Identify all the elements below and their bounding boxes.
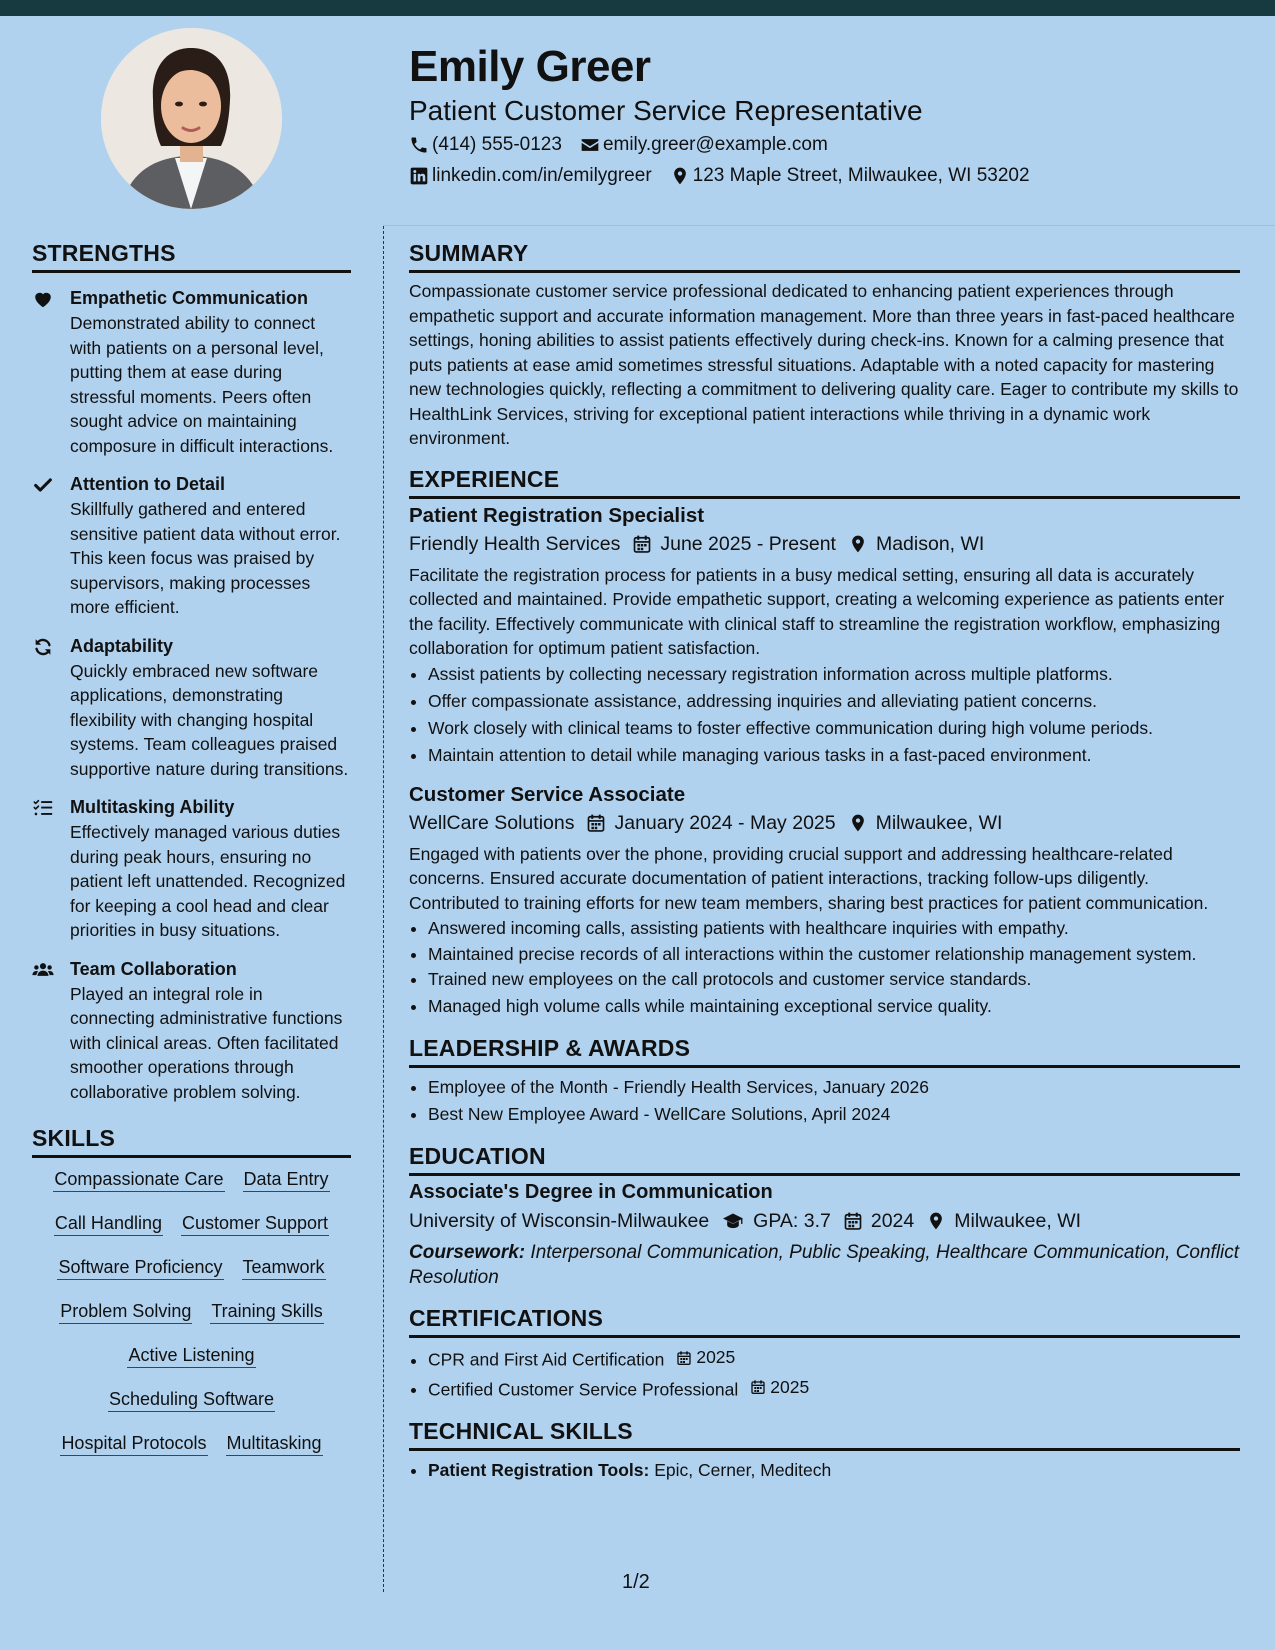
right-column xyxy=(409,240,1240,1499)
technical-skills-list xyxy=(409,1457,1240,1484)
strength-item xyxy=(32,795,351,943)
award-item: • Employee of the Month - Friendly Health Services, January 2026 xyxy=(428,1074,1240,1101)
strength-item xyxy=(32,634,351,782)
skill-tag: Active Listening xyxy=(127,1344,255,1368)
summary-section xyxy=(409,240,1240,451)
location-pin-icon xyxy=(926,1211,946,1231)
education-degree: Associate's Degree in Communication xyxy=(409,1181,773,1203)
strength-title: Adaptability xyxy=(70,635,174,656)
checklist-icon xyxy=(32,797,54,819)
skill-tag: Scheduling Software xyxy=(108,1388,275,1412)
job-meta xyxy=(409,529,1240,559)
address-contact xyxy=(670,165,1030,187)
certification-name: Certified Customer Service Professional xyxy=(428,1379,739,1399)
certifications-heading: CERTIFICATIONS xyxy=(409,1305,1240,1338)
calendar-icon xyxy=(676,1350,692,1366)
skill-tag: Multitasking xyxy=(226,1432,323,1456)
job-role: Patient Registration Specialist xyxy=(409,503,705,527)
awards-heading: LEADERSHIP & AWARDS xyxy=(409,1035,1240,1068)
profile-photo xyxy=(101,28,282,209)
coursework-text: Interpersonal Communication, Public Speaking, Healthcare Communication, Conflict Resolution xyxy=(409,1242,1240,1288)
envelope-icon xyxy=(580,135,600,155)
phone-contact[interactable] xyxy=(409,134,562,156)
candidate-name: Emily Greer xyxy=(409,42,651,91)
heart-icon xyxy=(32,288,54,310)
job-description: Facilitate the registration process for patients in a busy medical setting, ensuring all data is accurately collected and maintained. Provide empathetic support, creating a welcoming experience as patients enter the facility. Effectively communicate with clinical staff to streamline the registration workflow, emphasizing collaboration for optimum patient satisfaction. xyxy=(409,564,1225,658)
users-icon xyxy=(32,959,54,981)
contact-row-2 xyxy=(409,165,1048,187)
technical-skill-label: Patient Registration Tools: xyxy=(428,1460,650,1480)
job-dates-text: June 2025 - Present xyxy=(660,532,836,555)
job-location-text: Milwaukee, WI xyxy=(875,811,1003,834)
education-location xyxy=(926,1206,1081,1236)
experience-section xyxy=(409,466,1240,1021)
strength-item xyxy=(32,957,351,1105)
awards-section xyxy=(409,1035,1240,1128)
portrait-image xyxy=(101,28,282,209)
skill-tag: Customer Support xyxy=(181,1212,329,1236)
job-bullet: • Offer compassionate assistance, addressing inquiries and alleviating patient concerns. xyxy=(428,688,1240,715)
strength-description: Skillfully gathered and entered sensitive patient data without error. This keen focus was praised by supervisors, making processes more efficient. xyxy=(70,499,341,617)
email-contact[interactable] xyxy=(580,134,828,156)
certification-name: CPR and First Aid Certification xyxy=(428,1349,665,1370)
strength-title: Attention to Detail xyxy=(70,474,225,494)
education-school: University of Wisconsin-Milwaukee xyxy=(409,1210,710,1232)
skill-tags xyxy=(32,1158,351,1456)
skill-tag: Problem Solving xyxy=(59,1300,192,1324)
strength-title: Team Collaboration xyxy=(70,958,237,979)
calendar-icon xyxy=(750,1379,766,1395)
skill-tag: Compassionate Care xyxy=(53,1168,224,1192)
job-bullet: • Answered incoming calls, assisting patients with healthcare inquiries with empathy. xyxy=(428,915,1240,942)
education-location-text: Milwaukee, WI xyxy=(954,1210,1082,1232)
job-role: Customer Service Associate xyxy=(409,782,686,806)
location-pin-icon xyxy=(848,534,868,554)
job-location xyxy=(848,529,984,559)
left-column xyxy=(32,240,351,1456)
skill-tag: Training Skills xyxy=(210,1300,323,1324)
skill-tag: Teamwork xyxy=(242,1256,326,1280)
job-dates xyxy=(632,529,836,559)
job-description: Engaged with patients over the phone, providing crucial support and addressing healthcare-related concerns. Ensured accurate documentation of patient interactions, tracking follow-ups diligently. Contributed to training efforts for new team members, sharing best practices for patient communication. xyxy=(409,843,1209,913)
page-number: 1/2 xyxy=(622,1571,650,1593)
location-pin-icon xyxy=(670,166,690,186)
skill-tag: Call Handling xyxy=(54,1212,163,1236)
job-dates-text: January 2024 - May 2025 xyxy=(614,811,836,834)
education-coursework xyxy=(409,1240,1240,1290)
job-bullet: • Work closely with clinical teams to foster effective communication during high volume periods. xyxy=(428,715,1240,742)
address-text: 123 Maple Street, Milwaukee, WI 53202 xyxy=(692,165,1030,186)
calendar-icon xyxy=(843,1211,863,1231)
job-dates xyxy=(586,808,835,838)
job-bullet: • Assist patients by collecting necessary registration information across multiple platforms. xyxy=(428,661,1240,688)
job-location-text: Madison, WI xyxy=(875,532,985,555)
job-bullets xyxy=(409,661,1240,769)
job-bullets xyxy=(409,915,1240,1020)
job-entry xyxy=(409,503,1240,769)
certification-item xyxy=(428,1374,1240,1404)
candidate-title: Patient Customer Service Representative xyxy=(409,95,923,126)
job-company: WellCare Solutions xyxy=(409,811,575,834)
certification-item xyxy=(428,1344,1240,1374)
phone-icon xyxy=(409,135,429,155)
graduation-cap-icon xyxy=(721,1211,745,1231)
education-gpa-text: GPA: 3.7 xyxy=(753,1210,831,1232)
award-item: • Best New Employee Award - WellCare Solutions, April 2024 xyxy=(428,1101,1240,1128)
job-meta xyxy=(409,808,1240,838)
phone-text: (414) 555-0123 xyxy=(432,134,562,155)
contact-row-1 xyxy=(409,134,846,156)
job-bullet: • Trained new employees on the call protocols and customer service standards. xyxy=(428,966,1240,993)
strength-description: Quickly embraced new software applications, demonstrating flexibility with changing hospital systems. Team colleagues praised supportive nature during transitions. xyxy=(70,660,349,779)
technical-skill-value: Epic, Cerner, Meditech xyxy=(654,1460,832,1480)
column-divider xyxy=(383,226,384,1592)
coursework-label: Coursework: xyxy=(409,1242,526,1263)
job-bullet: • Maintained precise records of all interactions within the customer relationship management system. xyxy=(428,942,1240,966)
skills-heading: SKILLS xyxy=(32,1125,351,1158)
top-accent-bar xyxy=(0,0,1275,16)
technical-skill-item xyxy=(428,1457,1240,1484)
strengths-heading: STRENGTHS xyxy=(32,240,351,273)
strength-description: Demonstrated ability to connect with patients on a personal level, putting them at ease during stressful moments. Peers often sought advice on maintaining composure in difficult interactions. xyxy=(70,313,334,456)
summary-text: Compassionate customer service professional dedicated to enhancing patient experiences through empathetic support and accurate information management. More than three years in fast-paced healthcare settings, honing abilities to assist patients effectively during check-ins. Known for a calming presence that puts patients at ease amid sometimes stressful situations. Adaptable with a noted capacity for mastering new technologies quickly, reflecting a commitment to delivering quality care. Eager to contribute my skills to HealthLink Services, striving for exceptional patient interactions while thriving in a dynamic work environment. xyxy=(409,281,1239,448)
strength-description: Played an integral role in connecting administrative functions with clinical areas. Often facilitated smoother operations through collaborative problem solving. xyxy=(70,983,343,1102)
certification-year-text: 2025 xyxy=(770,1376,810,1397)
certifications-section xyxy=(409,1305,1240,1403)
linkedin-icon xyxy=(409,166,429,186)
strength-description: Effectively managed various duties during peak hours, ensuring no patient left unattended. Recognized for keeping a cool head and clear priorities in busy situations. xyxy=(70,822,346,940)
experience-heading: EXPERIENCE xyxy=(409,466,1240,499)
technical-skills-heading: TECHNICAL SKILLS xyxy=(409,1418,1240,1451)
strength-title: Multitasking Ability xyxy=(70,797,235,817)
education-section xyxy=(409,1143,1240,1290)
job-entry xyxy=(409,782,1240,1021)
check-icon xyxy=(32,474,54,496)
calendar-icon xyxy=(586,813,606,833)
education-heading: EDUCATION xyxy=(409,1143,1240,1176)
strength-title: Empathetic Communication xyxy=(70,288,309,308)
strength-item xyxy=(32,472,351,620)
job-bullet: • Managed high volume calls while maintaining exceptional service quality. xyxy=(428,993,1240,1020)
linkedin-contact[interactable] xyxy=(409,165,652,187)
sync-icon xyxy=(32,636,54,658)
strength-item xyxy=(32,286,351,458)
linkedin-text: linkedin.com/in/emilygreer xyxy=(432,165,652,186)
email-text: emily.greer@example.com xyxy=(602,134,828,155)
calendar-icon xyxy=(632,534,652,554)
job-company: Friendly Health Services xyxy=(409,532,621,555)
job-location xyxy=(848,808,1003,838)
skill-tag: Data Entry xyxy=(243,1168,330,1192)
technical-skills-section xyxy=(409,1418,1240,1484)
certifications-list xyxy=(409,1344,1240,1403)
education-gpa xyxy=(721,1206,831,1236)
awards-list xyxy=(409,1074,1240,1128)
certification-year xyxy=(750,1374,809,1401)
header-separator xyxy=(383,225,1275,226)
location-pin-icon xyxy=(848,813,868,833)
skill-tag: Software Proficiency xyxy=(57,1256,223,1280)
skill-tag: Hospital Protocols xyxy=(60,1432,207,1456)
certification-year xyxy=(676,1344,735,1371)
summary-heading: SUMMARY xyxy=(409,240,1240,273)
education-meta xyxy=(409,1206,1240,1236)
education-year-text: 2024 xyxy=(870,1210,915,1232)
job-bullet: • Maintain attention to detail while managing various tasks in a fast-paced environment. xyxy=(428,742,1240,769)
certification-year-text: 2025 xyxy=(696,1347,736,1367)
education-year xyxy=(843,1206,914,1236)
